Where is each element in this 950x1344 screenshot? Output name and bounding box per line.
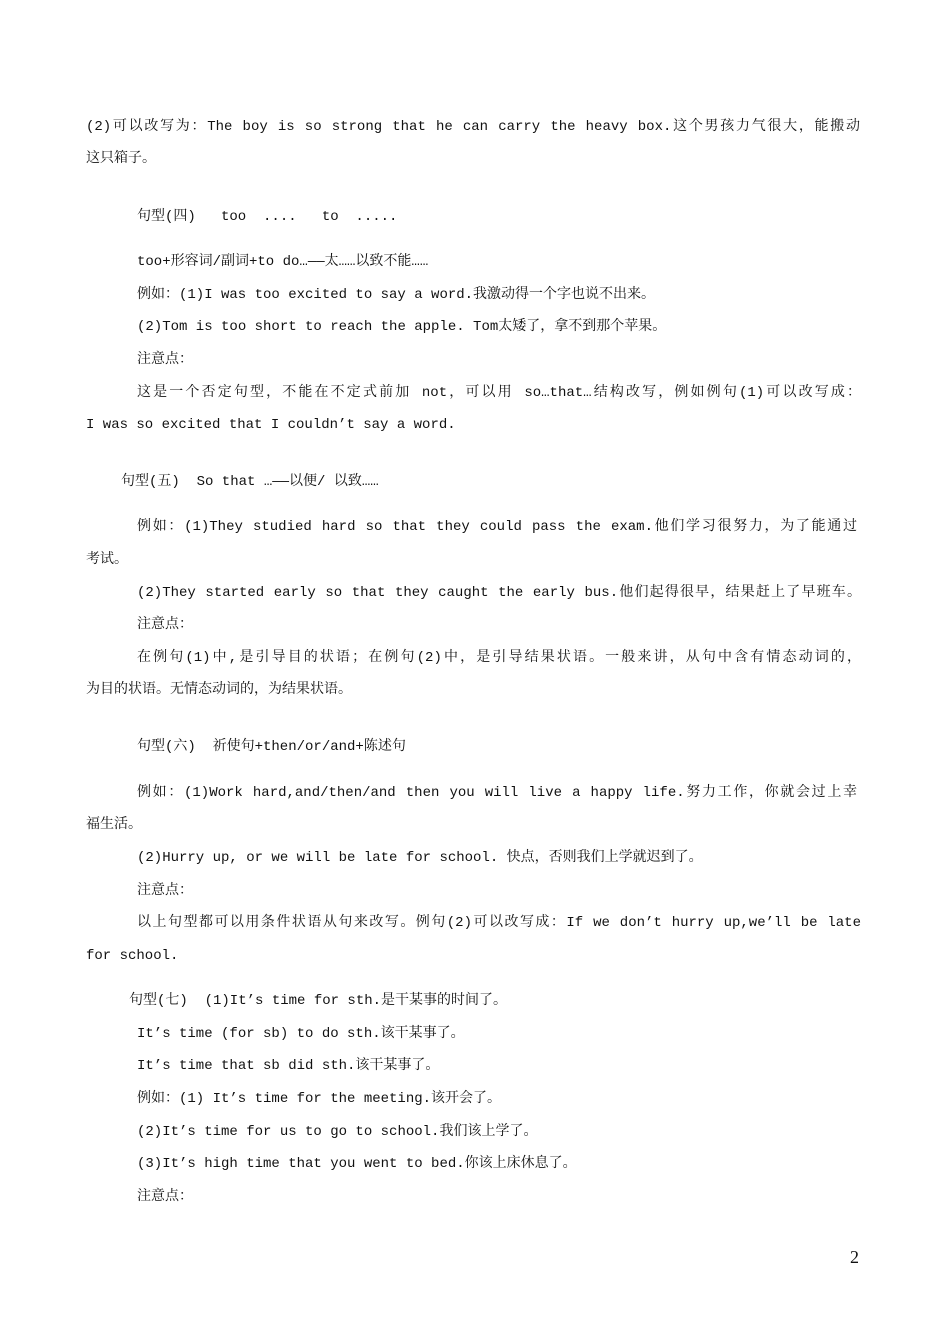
text-line: (3)It’s high time that you went to bed.你该上床休息了。 <box>137 1156 577 1172</box>
text-line: 例如：(1) It’s time for the meeting.该开会了。 <box>137 1091 502 1107</box>
note-label: 注意点： <box>137 883 193 899</box>
text-line: It’s time that sb did sth.该干某事了。 <box>137 1058 440 1074</box>
text-line: 这是一个否定句型，不能在不定式前加 not，可以用 so…that…结构改写，例如例句(1)可以改写成： <box>137 385 861 401</box>
text-line: (2)It’s time for us to go to school.我们该上学了。 <box>137 1124 538 1140</box>
section-heading: 句型(六) 祈使句+then/or/and+陈述句 <box>137 739 406 755</box>
text-line: too+形容词/副词+to do…——太……以致不能…… <box>137 254 429 270</box>
text-line: 以上句型都可以用条件状语从句来改写。例句(2)可以改写成：If we don’t hurry up,we’ll be late <box>137 915 861 931</box>
text-line: 在例句(1)中,是引导目的状语；在例句(2)中，是引导结果状语。一般来讲，从句中含有情态动词的， <box>137 650 861 666</box>
text-line: 例如：(1)They studied hard so that they could pass the exam.他们学习很努力，为了能通过 <box>137 519 857 535</box>
text-line: for school. <box>86 948 179 964</box>
note-label: 注意点： <box>137 1189 193 1205</box>
text-line: 例如：(1)Work hard,and/then/and then you will live a happy life.努力工作，你就会过上幸 <box>137 785 857 801</box>
text-line: It’s time (for sb) to do sth.该干某事了。 <box>137 1026 465 1042</box>
text-line: 例如：(1)I was too excited to say a word.我激动得一个字也说不出来。 <box>137 287 656 303</box>
section-heading: 句型(四) too .... to ..... <box>137 209 398 225</box>
text-line: (2)They started early so that they caught the early bus.他们起得很早，结果赶上了早班车。 <box>137 585 861 601</box>
page-number: 2 <box>850 1247 859 1267</box>
section-heading: 句型(七) (1)It’s time for sth.是干某事的时间了。 <box>129 993 508 1009</box>
text-line: (2)Hurry up, or we will be late for school. 快点，否则我们上学就迟到了。 <box>137 850 703 866</box>
text-line: (2)Tom is too short to reach the apple. Tom太矮了，拿不到那个苹果。 <box>137 319 667 335</box>
text-line: 福生活。 <box>86 817 142 833</box>
text-line: (2)可以改写为：The boy is so strong that he can carry the heavy box.这个男孩力气很大，能搬动 <box>86 119 860 135</box>
note-label: 注意点： <box>137 352 193 368</box>
text-line: I was so excited that I couldn’t say a word. <box>86 417 456 433</box>
text-line: 为目的状语。无情态动词的，为结果状语。 <box>86 682 352 698</box>
text-line: 考试。 <box>86 552 128 568</box>
note-label: 注意点： <box>137 617 193 633</box>
text-line: 这只箱子。 <box>86 151 156 167</box>
section-heading: 句型(五) So that …——以便/ 以致…… <box>121 474 379 490</box>
